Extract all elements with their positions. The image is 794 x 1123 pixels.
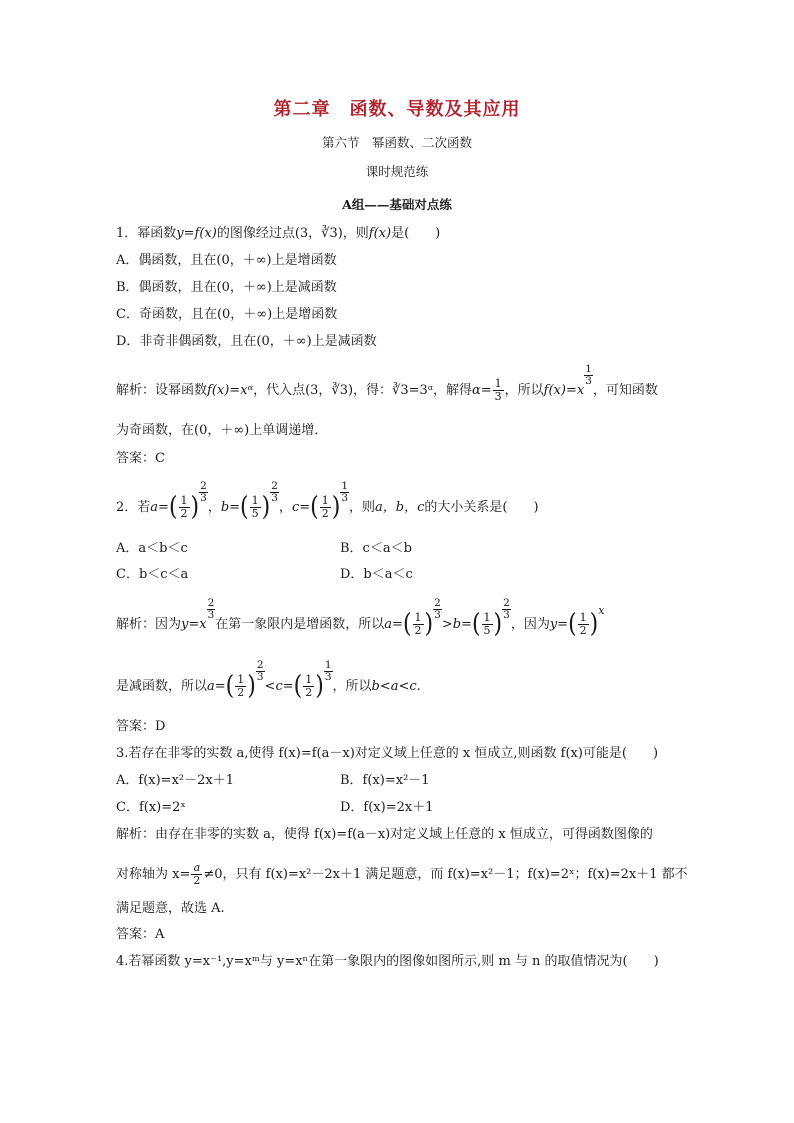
q2-option-c: C．b＜c＜a [116,567,189,582]
exercise-title: 课时规范练 [365,164,429,179]
q2-option-a: A．a＜b＜c [116,541,188,556]
q3-solution-line2: 对称轴为 x= $\frac{a}{2}$ ≠0，只有 f(x)=x²－2x＋1 满足题意，而 f(x)=x²－1；f(x)=2ˣ；f(x)=2x＋1 都不 [116,861,688,887]
exponent-one-third: $\frac{1}{3}$ [585,363,592,387]
q1-option-b: B．偶函数，且在(0，＋∞)上是减函数 [116,280,337,295]
fraction-one-third: $\frac{1}{3}$ [494,377,502,403]
q3-solution-line3: 满足题意，故选 A. [116,901,225,916]
q1-option-c: C．奇函数，且在(0，＋∞)上是增函数 [116,307,338,322]
q2-option-b: B．c＜a＜b [340,541,412,556]
q2-solution-line2: 是减函数，所以a=( $\frac{1}{2}$ ) $\frac{2}{3}$ <c=( $\frac{1}{2}$ ) $\frac{1}{3}$ ，所以b<a<c. [116,659,421,701]
q1-option-d: D．非奇非偶函数，且在(0，＋∞)上是减函数 [116,334,377,349]
q2-option-d: D．b＜a＜c [340,567,413,582]
q1-option-a: A．偶函数，且在(0，＋∞)上是增函数 [116,253,337,268]
q3-option-b: B．f(x)=x²－1 [340,773,430,788]
q1-solution-line2: 为奇函数，在(0，＋∞)上单调递增． [116,423,328,438]
q3-solution-line1: 解析：由存在非零的实数 a，使得 f(x)=f(a－x)对定义域上任意的 x 恒成立，可得函数图像的 [116,827,653,842]
q1-answer: 答案：C [116,451,165,466]
q3-answer: 答案：A [116,927,165,942]
q3-option-c: C．f(x)=2ˣ [116,800,186,815]
q2-stem: 2．若a=( $\frac{1}{2}$ ) $\frac{2}{3}$ ，b=( $\frac{1}{5}$ ) $\frac{2}{3}$ ，c=( $\frac{1}{2}$ ) $\frac{1}{3}$ ，则a，b，c的大小关系是( ) [116,480,539,522]
q2-answer: 答案：D [116,719,166,734]
q2-solution-line1: 解析：因为y=x $\frac{2}{3}$ 在第一象限内是增函数，所以a=( $\frac{1}{2}$ ) $\frac{2}{3}$ >b=( $\frac{1}{5}$ ) $\frac{2}{3}$ ，因为y=( $\frac{1}{2}$ )$^x$ [116,597,605,639]
q3-option-a: A．f(x)=x²－2x＋1 [116,773,234,788]
q1-stem: 1．幂函数y=f(x)的图像经过点(3，∛3)，则f(x)是( ) [116,226,441,241]
q1-solution-line1: 解析：设幂函数f(x)=xᵅ，代入点(3，∛3)，得：∛3=3ᵅ，解得α= $\frac{1}{3}$ ，所以f(x)=x $\frac{1}{3}$ ，可知函数 [116,363,658,403]
q3-stem: 3.若存在非零的实数 a,使得 f(x)=f(a－x)对定义域上任意的 x 恒成立,则函数 f(x)可能是( ) [116,746,659,761]
q4-stem: 4.若幂函数 y=x⁻¹,y=xᵐ与 y=xⁿ在第一象限内的图像如图所示,则 m 与 n 的取值情况为( ) [116,954,659,969]
chapter-title: 第二章 函数、导数及其应用 [273,99,521,120]
section-title: 第六节 幂函数、二次函数 [321,135,472,150]
group-title: A组——基础对点练 [342,197,452,212]
q3-option-d: D．f(x)=2x＋1 [340,800,434,815]
